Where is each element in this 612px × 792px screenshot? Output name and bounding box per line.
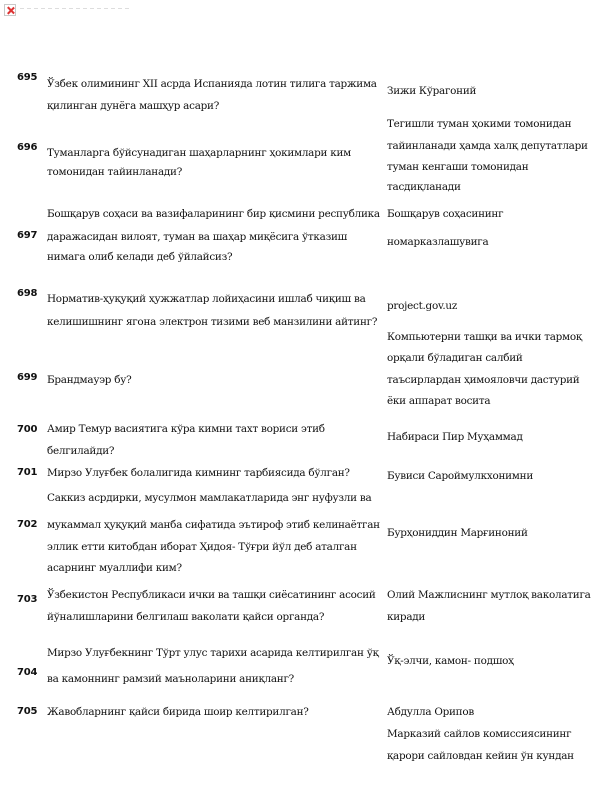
question-line: қилинган дунёга машҳур асари? [47, 100, 220, 112]
question-line: келишишнинг ягона электрон тизими веб манзилини айтинг? [47, 316, 378, 328]
question-line: даражасидан вилоят, туман ва шаҳар миқёсига ўтказиш [47, 231, 348, 243]
question-line: Амир Темур васиятига кўра кимни тахт вориси этиб [47, 423, 325, 435]
question-number: 697 [17, 230, 38, 241]
question-line: томонидан тайинланади? [47, 166, 183, 178]
answer-line: киради [387, 611, 426, 623]
answer-line: тасдиқланади [387, 181, 461, 193]
question-line: Брандмауэр бу? [47, 374, 132, 386]
answer-line: Бурҳониддин Марғиноний [387, 527, 528, 539]
answer-line: Олий Мажлиснинг мутлоқ ваколатига [387, 589, 591, 601]
question-line: Туманларга бўйсунадиган шаҳарларнинг ҳокимлари ким [47, 147, 351, 159]
answer-line: тайинланади ҳамда халқ депутатлари [387, 140, 588, 152]
question-line: Жавобларнинг қайси бирида шоир келтирилган? [47, 706, 309, 718]
question-line: Мирзо Улуғбек болалигида кимнинг тарбиясида бўлган? [47, 467, 350, 479]
question-number: 696 [17, 142, 38, 153]
answer-line: таъсирлардан ҳимояловчи дастурий [387, 374, 580, 386]
question-line: Норматив-ҳуқуқий ҳужжатлар лойиҳасини ишлаб чиқиш ва [47, 293, 366, 305]
question-line: эллик етти китобдан иборат Ҳидоя- Тўғри йўл деб аталган [47, 541, 357, 553]
question-line: Бошқарув соҳаси ва вазифаларининг бир қисмини республика [47, 208, 380, 220]
answer-line: ёки аппарат восита [387, 395, 491, 407]
question-number: 702 [17, 519, 38, 530]
question-line: йўналишларини белгилаш ваколати қайси органда? [47, 611, 325, 623]
question-line: мукаммал ҳуқуқий манба сифатида эътироф этиб келинаётган [47, 519, 380, 531]
question-line: белгилайди? [47, 445, 115, 457]
answer-line: project.gov.uz [387, 300, 458, 312]
answer-line: Марказий сайлов комиссиясининг [387, 728, 572, 740]
answer-line: туман кенгаши томонидан [387, 161, 529, 173]
question-number: 700 [17, 424, 38, 435]
question-number: 705 [17, 706, 38, 717]
answer-line: Тегишли туман ҳокими томонидан [387, 118, 572, 130]
question-line: нимага олиб келади деб ўйлайсиз? [47, 251, 233, 263]
answer-line: Компьютерни ташқи ва ички тармоқ [387, 331, 582, 343]
answer-line: Бошқарув соҳасининг [387, 208, 504, 220]
answer-line: Абдулла Орипов [387, 706, 474, 718]
answer-line: номарказлашувига [387, 236, 489, 248]
answer-line: орқали бўладиган салбий [387, 352, 523, 364]
question-number: 701 [17, 467, 38, 478]
question-number: 704 [17, 667, 38, 678]
question-number: 698 [17, 288, 38, 299]
question-line: асарнинг муаллифи ким? [47, 562, 182, 574]
answer-line: Зижи Кўрагоний [387, 85, 477, 97]
question-number: 699 [17, 372, 38, 383]
answer-line: Набираси Пир Муҳаммад [387, 431, 523, 443]
question-number: 695 [17, 72, 38, 83]
question-line: Ўзбекистон Республикаси ички ва ташқи сиёсатининг асосий [47, 589, 376, 601]
question-line: ва камоннинг рамзий маъноларини аниқланг? [47, 673, 294, 685]
question-number: 703 [17, 594, 38, 605]
faint-header-text [20, 8, 130, 9]
answer-line: Бувиси Сароймулкхонимни [387, 470, 533, 482]
question-line: Мирзо Улуғбекнинг Тўрт улус тарихи асарида келтирилган ўқ [47, 647, 379, 659]
broken-image-icon [4, 4, 16, 16]
question-line: Ўзбек олимининг XII асрда Испанияда лотин тилига таржима [47, 78, 377, 90]
question-line: Саккиз асрдирки, мусулмон мамлакатларида энг нуфузли ва [47, 492, 372, 504]
answer-line: қарори сайловдан кейин ўн кундан [387, 750, 574, 762]
answer-line: Ўқ-элчи, камон- подшоҳ [387, 655, 514, 667]
